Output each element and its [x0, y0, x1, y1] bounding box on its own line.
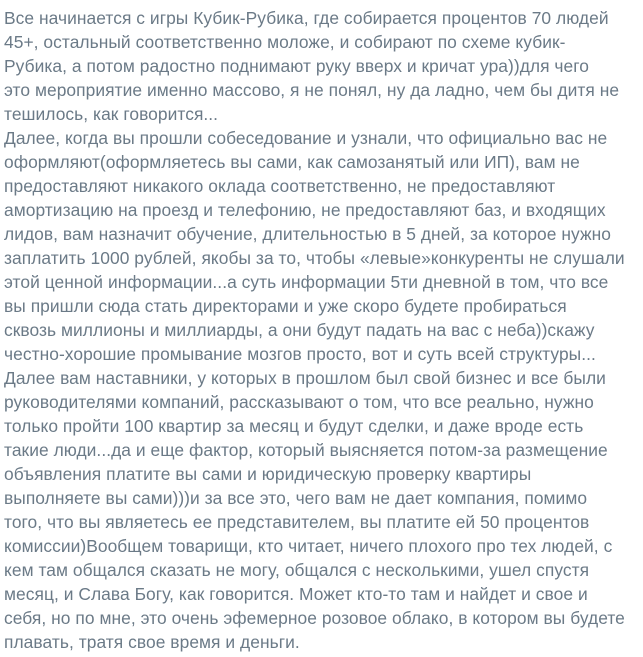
text-line: объявления платите вы сами и юридическую проверку квартиры	[4, 464, 532, 484]
text-line: этой ценной информации...а суть информации 5ти дневной в том, что все	[4, 272, 609, 292]
text-line: только пройти 100 квартир за месяц и будут сделки, и даже вроде есть	[4, 416, 584, 436]
text-line: это мероприятие именно массово, я не понял, ну да ладно, чем бы дитя не	[4, 80, 620, 100]
text-line: 45+, остальный соответственно моложе, и собирают по схеме кубик-	[4, 32, 566, 52]
text-line: комиссии)Вообщем товарищи, кто читает, ничего плохого про тех людей, с	[4, 536, 613, 556]
text-line: руководителями компаний, рассказывают о том, что все реально, нужно	[4, 392, 594, 412]
text-line: предоставляют никакого оклада соответственно, не предоставляют	[4, 176, 556, 196]
text-line: такие люди...да и еще фактор, который выясняется потом-за размещение	[4, 440, 608, 460]
text-line: кем там общался сказать не могу, общался с несколькими, ушел спустя	[4, 560, 590, 580]
text-line: Рубика, а потом радостно поднимают руку вверх и кричат ура))для чего	[4, 56, 589, 76]
text-line: Далее, когда вы прошли собеседование и узнали, что официально вас не	[4, 128, 608, 148]
text-line: Далее вам наставники, у которых в прошлом был свой бизнес и все были	[4, 368, 606, 388]
text-line: тешилось, как говорится...	[4, 104, 219, 124]
text-line: честно-хорошие промывание мозгов просто, вот и суть всей структуры...	[4, 344, 596, 364]
text-line: лидов, вам назначит обучение, длительностью в 5 дней, за которое нужно	[4, 224, 612, 244]
text-line: выполняете вы сами)))и за все это, чего вам не дает компания, помимо	[4, 488, 588, 508]
text-line: заплатить 1000 рублей, якобы за то, чтобы «левые»конкуренты не слушали	[4, 248, 625, 268]
text-line: месяц, и Слава Богу, как говорится. Может кто-то там и найдет и свое и	[4, 584, 588, 604]
text-line: оформляют(оформляетесь вы сами, как самозанятый или ИП), вам не	[4, 152, 580, 172]
text-line: себя, но по мне, это очень эфемерное розовое облако, в котором вы будете	[4, 608, 625, 628]
text-line: того, что вы являетесь ее представителем, вы платите ей 50 процентов	[4, 512, 590, 532]
text-line: амортизацию на проезд и телефонию, не предоставляют баз, и входящих	[4, 200, 606, 220]
text-line: сквозь миллионы и миллиарды, а они будут падать на вас с неба))скажу	[4, 320, 595, 340]
text-line: плавать, тратя свое время и деньги.	[4, 632, 300, 652]
text-line: Все начинается с игры Кубик-Рубика, где собирается процентов 70 людей	[4, 8, 609, 28]
text-line: вы пришли сюда стать директорами и уже скоро будете пробираться	[4, 296, 567, 316]
